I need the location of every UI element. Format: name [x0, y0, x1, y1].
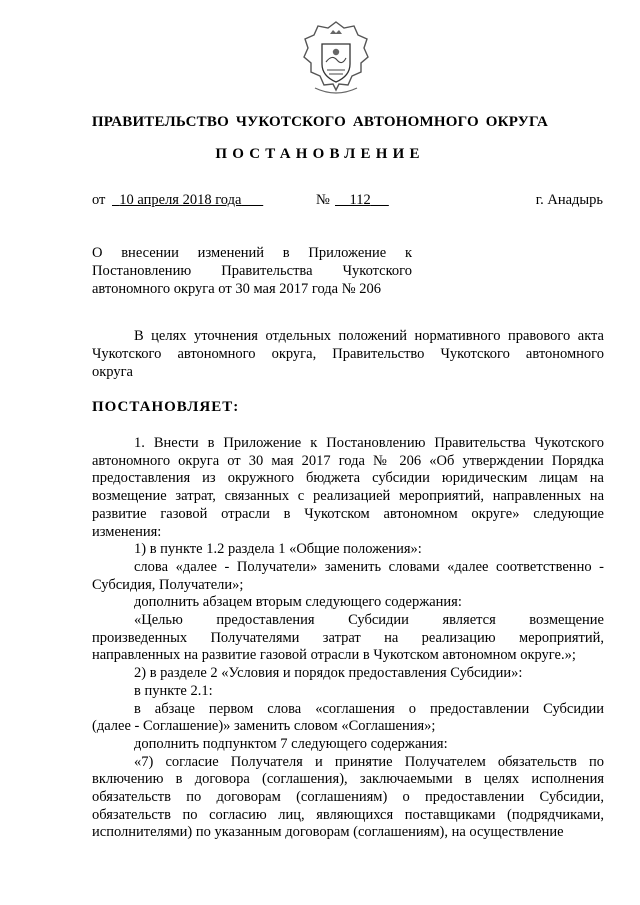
resolves-heading: ПОСТАНОВЛЯЕТ:	[92, 399, 240, 415]
body-line: автономного округа от 30 мая 2017 года № 206 «Об утверждении Порядка	[92, 452, 604, 469]
date-prefix: от	[92, 192, 106, 208]
preamble	[92, 327, 604, 381]
preamble-line: Чукотского автономного округа, Правительство Чукотского автономного	[92, 346, 604, 362]
body-line: обязательств по договорам (соглашениям) о предоставлении Субсидии,	[92, 789, 604, 806]
body-line: направленных на развитие газовой отрасли в Чукотском автономном округе.»;	[92, 647, 576, 664]
body-line: «Целью предоставления Субсидии является возмещение	[134, 612, 604, 629]
body-line: в пункте 2.1:	[134, 682, 213, 699]
body-line: изменения:	[92, 523, 162, 540]
document-subject	[92, 244, 412, 298]
body-line: в абзаце первом слова «соглашения о предоставлении Субсидии	[134, 700, 604, 717]
preamble-line: В целях уточнения отдельных положений нормативного правового акта	[134, 328, 604, 344]
body-line: дополнить подпунктом 7 следующего содержания:	[134, 735, 448, 752]
body-line: 1) в пункте 1.2 раздела 1 «Общие положения»:	[134, 541, 422, 558]
body-line: (далее - Соглашение)» заменить словом «Соглашения»;	[92, 718, 436, 735]
body-line: возмещение затрат, связанных с реализацией мероприятий, направленных на	[92, 488, 604, 505]
body-line: 2) в разделе 2 «Условия и порядок предоставления Субсидии»:	[134, 665, 523, 682]
body-line: предоставления из окружного бюджета субсидии юридическим лицам на	[92, 470, 604, 487]
body-line: слова «далее - Получатели» заменить словами «далее соответственно -	[134, 558, 604, 575]
subject-line: О внесении изменений в Приложение к	[92, 245, 412, 261]
document-type: ПОСТАНОВЛЕНИЕ	[215, 146, 425, 162]
document-number: 112	[349, 192, 371, 208]
subject-line: Постановлению Правительства Чукотского	[92, 263, 412, 279]
body-line: включению в договора (соглашения), заключаемыми в целях исполнения	[92, 771, 604, 788]
body-line: развитие газовой отрасли в Чукотском автономном округе» следующие	[92, 505, 604, 522]
body-line: Субсидия, Получатели»;	[92, 576, 244, 593]
government-title: ПРАВИТЕЛЬСТВО ЧУКОТСКОГО АВТОНОМНОГО ОКРУГА	[91, 114, 549, 130]
body-line: дополнить абзацем вторым следующего содержания:	[134, 594, 462, 611]
subject-line: автономного округа от 30 мая 2017 года № 206	[92, 281, 381, 297]
body-line: произведенных Получателями затрат на реализацию мероприятий,	[92, 629, 604, 646]
body-line: исполнителями) по указанным договорам (соглашениям), на осуществление	[92, 824, 564, 841]
document-date: 10 апреля 2018 года	[119, 192, 242, 208]
document-body	[92, 435, 604, 842]
number-label: №	[316, 192, 330, 208]
city: г. Анадырь	[535, 192, 603, 208]
coat-of-arms-icon	[301, 18, 371, 102]
body-line: «7) согласие Получателя и принятие Получателем обязательств по	[134, 753, 604, 770]
body-line: обязательств по согласию лиц, являющихся поставщиками (подрядчиками,	[92, 806, 604, 823]
preamble-line: округа	[92, 364, 133, 380]
body-line: 1. Внести в Приложение к Постановлению Правительства Чукотского	[134, 435, 604, 451]
